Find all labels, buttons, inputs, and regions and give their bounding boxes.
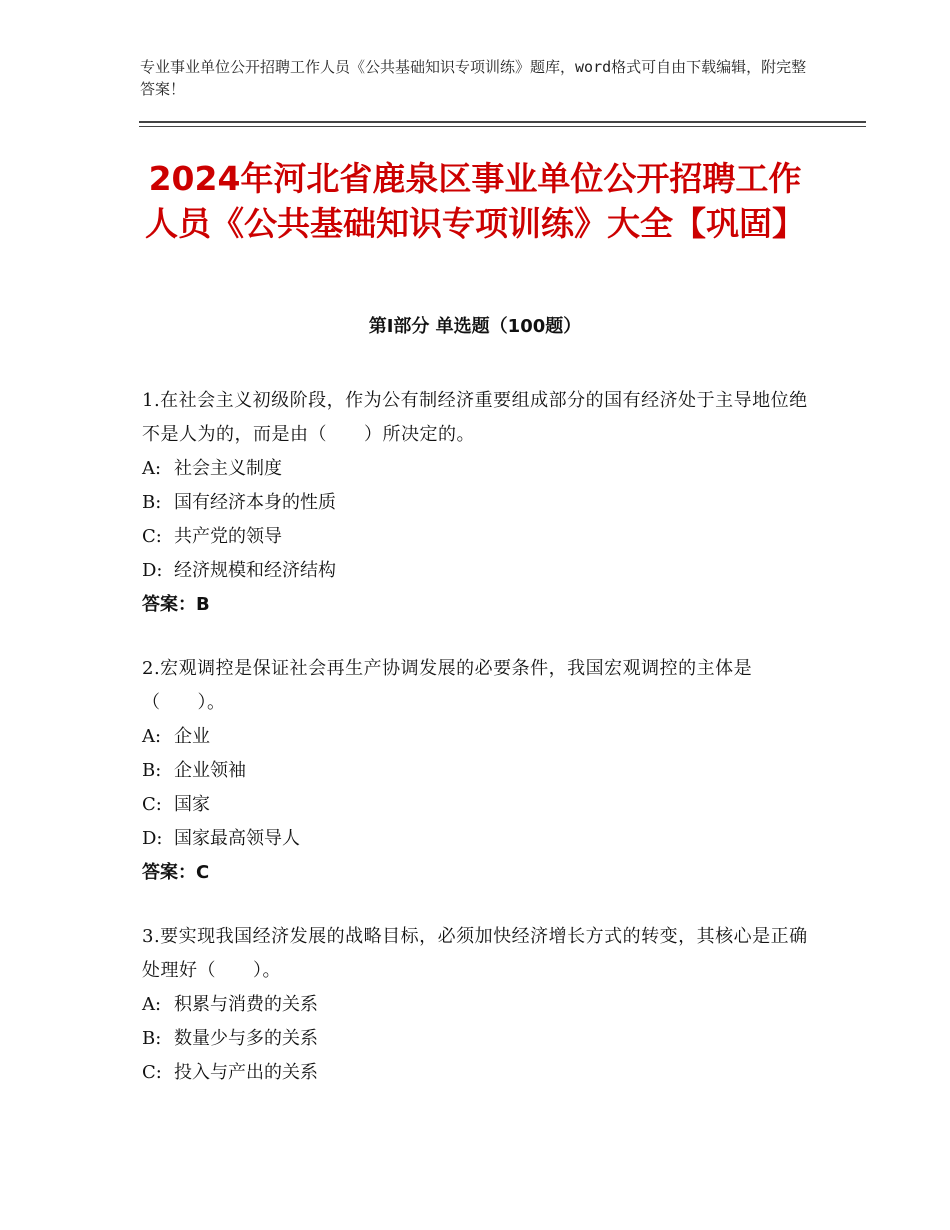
option-letter: A: <box>142 726 162 747</box>
option-letter: C: <box>142 794 162 815</box>
option-letter: C: <box>142 1062 162 1083</box>
option-text: 社会主义制度 <box>174 458 282 479</box>
option-letter: B: <box>142 492 162 513</box>
option-a <box>142 720 812 754</box>
option-letter: B: <box>142 1028 162 1049</box>
option-letter: D: <box>142 828 163 849</box>
header-divider-thick <box>139 121 866 123</box>
option-text: 国家 <box>174 794 210 815</box>
question-list <box>142 384 812 1120</box>
option-c <box>142 1056 812 1090</box>
option-d <box>142 554 812 588</box>
document-title: 2024年河北省鹿泉区事业单位公开招聘工作人员《公共基础知识专项训练》大全【巩固】 <box>145 159 805 243</box>
header-note: 专业事业单位公开招聘工作人员《公共基础知识专项训练》题库，word格式可自由下载编辑，附完整答案！ <box>140 58 807 98</box>
option-c <box>142 788 812 822</box>
option-d <box>142 822 812 856</box>
option-a <box>142 452 812 486</box>
option-b <box>142 1022 812 1056</box>
section-title: 第Ⅰ部分 单选题（100题） <box>368 316 582 337</box>
option-letter: D: <box>142 560 163 581</box>
option-text: 积累与消费的关系 <box>174 994 318 1015</box>
question-stem: 3.要实现我国经济发展的战略目标，必须加快经济增长方式的转变，其核心是正确处理好（ ）。 <box>142 926 808 981</box>
question-1 <box>142 384 812 622</box>
option-text: 数量少与多的关系 <box>174 1028 318 1049</box>
option-text: 企业领袖 <box>174 760 246 781</box>
question-stem: 2.宏观调控是保证社会再生产协调发展的必要条件，我国宏观调控的主体是（ ）。 <box>142 658 753 713</box>
answer-line: 答案：B <box>142 594 210 615</box>
option-letter: A: <box>142 458 162 479</box>
question-stem: 1.在社会主义初级阶段，作为公有制经济重要组成部分的国有经济处于主导地位绝不是人为的，而是由（ ）所决定的。 <box>142 390 808 445</box>
question-2 <box>142 652 812 890</box>
option-text: 国有经济本身的性质 <box>174 492 336 513</box>
header-divider-thin <box>139 126 866 127</box>
option-letter: C: <box>142 526 162 547</box>
option-letter: A: <box>142 994 162 1015</box>
question-3 <box>142 920 812 1090</box>
option-text: 国家最高领导人 <box>174 828 300 849</box>
option-text: 投入与产出的关系 <box>174 1062 318 1083</box>
option-b <box>142 754 812 788</box>
option-c <box>142 520 812 554</box>
option-text: 企业 <box>174 726 210 747</box>
answer-line: 答案：C <box>142 862 210 883</box>
option-b <box>142 486 812 520</box>
option-letter: B: <box>142 760 162 781</box>
option-text: 经济规模和经济结构 <box>174 560 336 581</box>
option-a <box>142 988 812 1022</box>
option-text: 共产党的领导 <box>174 526 282 547</box>
